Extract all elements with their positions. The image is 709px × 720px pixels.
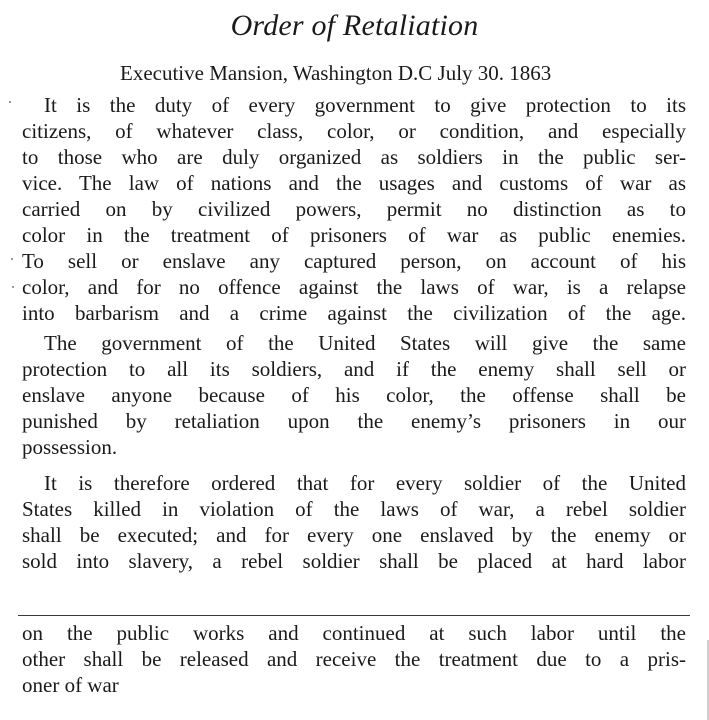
text-line: carried on by civilized powers, permit no distinction as to [22,197,686,221]
dateline: Executive Mansion, Washington D.C July 30. 1863 [120,61,552,85]
text-line: color, and for no offence against the laws of war, is a relapse [22,275,686,299]
text-line: States killed in violation of the laws of war, a rebel soldier [22,497,686,521]
scan-speck [9,101,11,103]
scan-speck [11,258,13,260]
scan-fold-line [18,615,690,616]
text-line: citizens, of whatever class, color, or condition, and especially [22,119,686,143]
text-line: to those who are duly organized as soldiers in the public ser- [22,145,686,169]
text-line: The government of the United States will give the same [44,331,686,355]
text-line: To sell or enslave any captured person, on account of his [22,249,686,273]
text-line: It is the duty of every government to give protection to its [44,93,686,117]
scan-speck [12,286,14,288]
text-line: vice. The law of nations and the usages and customs of war as [22,171,686,195]
document-title: Order of Retaliation [230,9,479,42]
text-line: shall be executed; and for every one enslaved by the enemy or [22,523,686,547]
text-line: oner of war [22,673,119,697]
text-line: other shall be released and receive the treatment due to a pris- [22,647,686,671]
text-line: possession. [22,435,118,459]
text-line: protection to all its soldiers, and if the enemy shall sell or [22,357,686,381]
text-line: It is therefore ordered that for every soldier of the United [44,471,686,495]
text-line: enslave anyone because of his color, the offense shall be [22,383,686,407]
text-line: punished by retaliation upon the enemy’s prisoners in our [22,409,686,433]
text-line: sold into slavery, a rebel soldier shall be placed at hard labor [22,549,686,573]
text-line: color in the treatment of prisoners of war as public enemies. [22,223,686,247]
text-line: on the public works and continued at such labor until the [22,621,686,645]
text-line: into barbarism and a crime against the civilization of the age. [22,301,686,325]
